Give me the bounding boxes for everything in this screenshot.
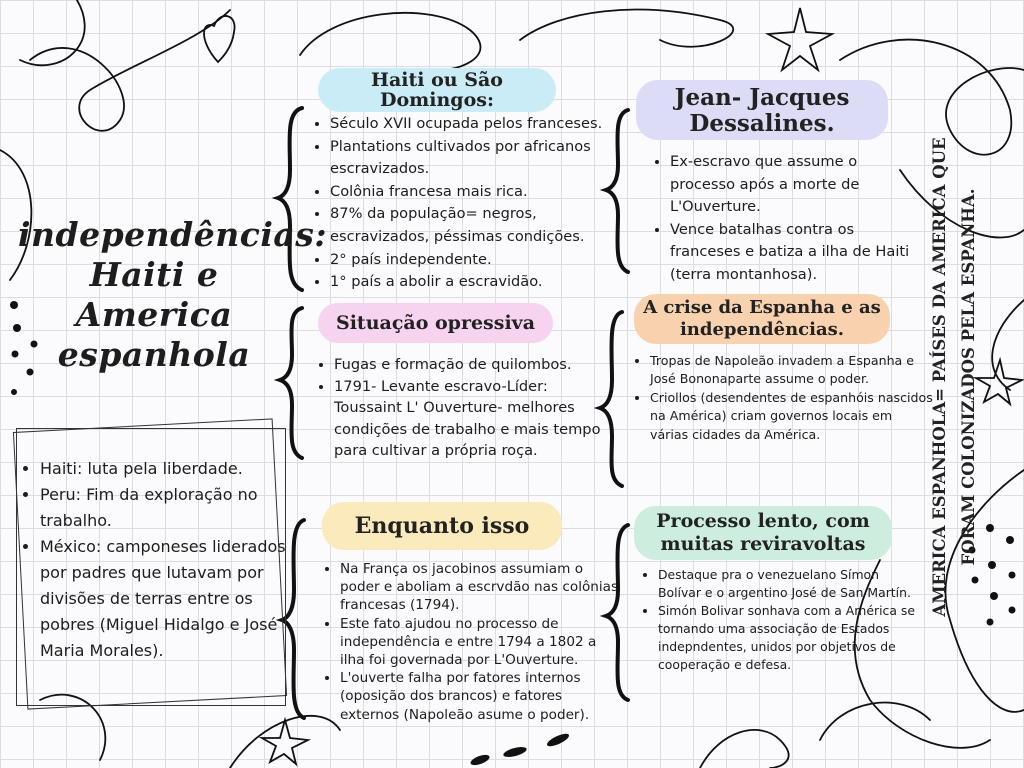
list-item: • Simón Bolivar sonhava com a América se tornando uma associação de Estados indepndentes, unidos por objetivos de cooperação e defesa. <box>658 602 920 674</box>
crise-title-pill <box>634 294 890 344</box>
enquanto-title: Enquanto isso <box>354 513 530 539</box>
list-item: • 1° país a abolir a escravidão. <box>330 271 630 294</box>
list-item: • L'ouverte falha por fatores internos (oposição dos brancos) e fatores externos (Napoleão asume o poder). <box>340 669 622 724</box>
lutas-list <box>22 456 302 664</box>
dessalines-title: Jean- Jacques Dessalines. <box>674 84 850 137</box>
list-item: • Fugas e formação de quilombos. <box>334 354 620 376</box>
list-item: • 87% da população= negros, escravizados, péssimas condições. <box>330 203 630 248</box>
dessalines-title-pill <box>636 80 888 140</box>
list-item: • Peru: Fim da exploração no trabalho. <box>40 482 302 534</box>
situacao-title-pill <box>318 303 553 343</box>
main-title: independências: Haiti e America espanhola <box>18 215 327 374</box>
list-item: • Este fato ajudou no processo de independência e entre 1794 a 1802 a ilha foi governada por L'Ouverture. <box>340 615 622 670</box>
list-item: • Ex-escravo que assume o processo após a morte de L'Ouverture. <box>670 151 910 219</box>
crise-title: A crise da Espanha e as independências. <box>643 297 881 340</box>
list-item: • 1791- Levante escravo-Líder: Toussaint L' Ouverture- melhores condições de trabalho e mais tempo para cultivar a própria roça. <box>334 376 620 462</box>
haiti-title-pill <box>318 68 556 112</box>
situacao-title: Situação opressiva <box>335 312 536 334</box>
list-item: • Plantations cultivados por africanos escravizados. <box>330 136 630 181</box>
list-item: • 2° país independente. <box>330 249 630 272</box>
list-item: • México: camponeses liderados por padres que lutavam por divisões de terras entre os pobres (Miguel Hidalgo e José Maria Morales). <box>40 534 302 664</box>
list-item: • Colônia francesa mais rica. <box>330 181 630 204</box>
list-item: • Destaque pra o venezuelano Símon Bolívar e o argentino José de San Martín. <box>658 566 920 602</box>
haiti-list <box>312 113 630 294</box>
list-item: • Haiti: luta pela liberdade. <box>40 456 302 482</box>
processo-list <box>640 566 920 674</box>
list-item: • Na França os jacobinos assumiam o poder e aboliam a escrvdão nas colônias francesas (1794). <box>340 560 622 615</box>
processo-title: Processo lento, com muitas reviravoltas <box>656 510 870 555</box>
haiti-title: Haiti ou São Domingos: <box>371 69 503 111</box>
dessalines-list <box>652 151 910 287</box>
situacao-list <box>316 354 620 462</box>
enquanto-title-pill <box>322 502 562 550</box>
list-item: • Século XVII ocupada pelos franceses. <box>330 113 630 136</box>
list-item: • Tropas de Napoleão invadem a Espanha e José Bononaparte assume o poder. <box>650 352 934 389</box>
crise-list <box>632 352 934 444</box>
enquanto-list <box>322 560 622 724</box>
processo-title-pill <box>634 506 892 560</box>
list-item: • Criollos (desendentes de espanhóis nascidos na América) criam governos locais em várias cidades da América. <box>650 389 934 444</box>
list-item: • Vence batalhas contra os franceses e batiza a ilha de Haiti (terra montanhosa). <box>670 219 910 287</box>
vertical-note: AMERICA ESPANHOLA= PAÍSES DA AMERICA QUE FORAM COLONIZADOS PELA ESPANHA. <box>930 137 978 617</box>
